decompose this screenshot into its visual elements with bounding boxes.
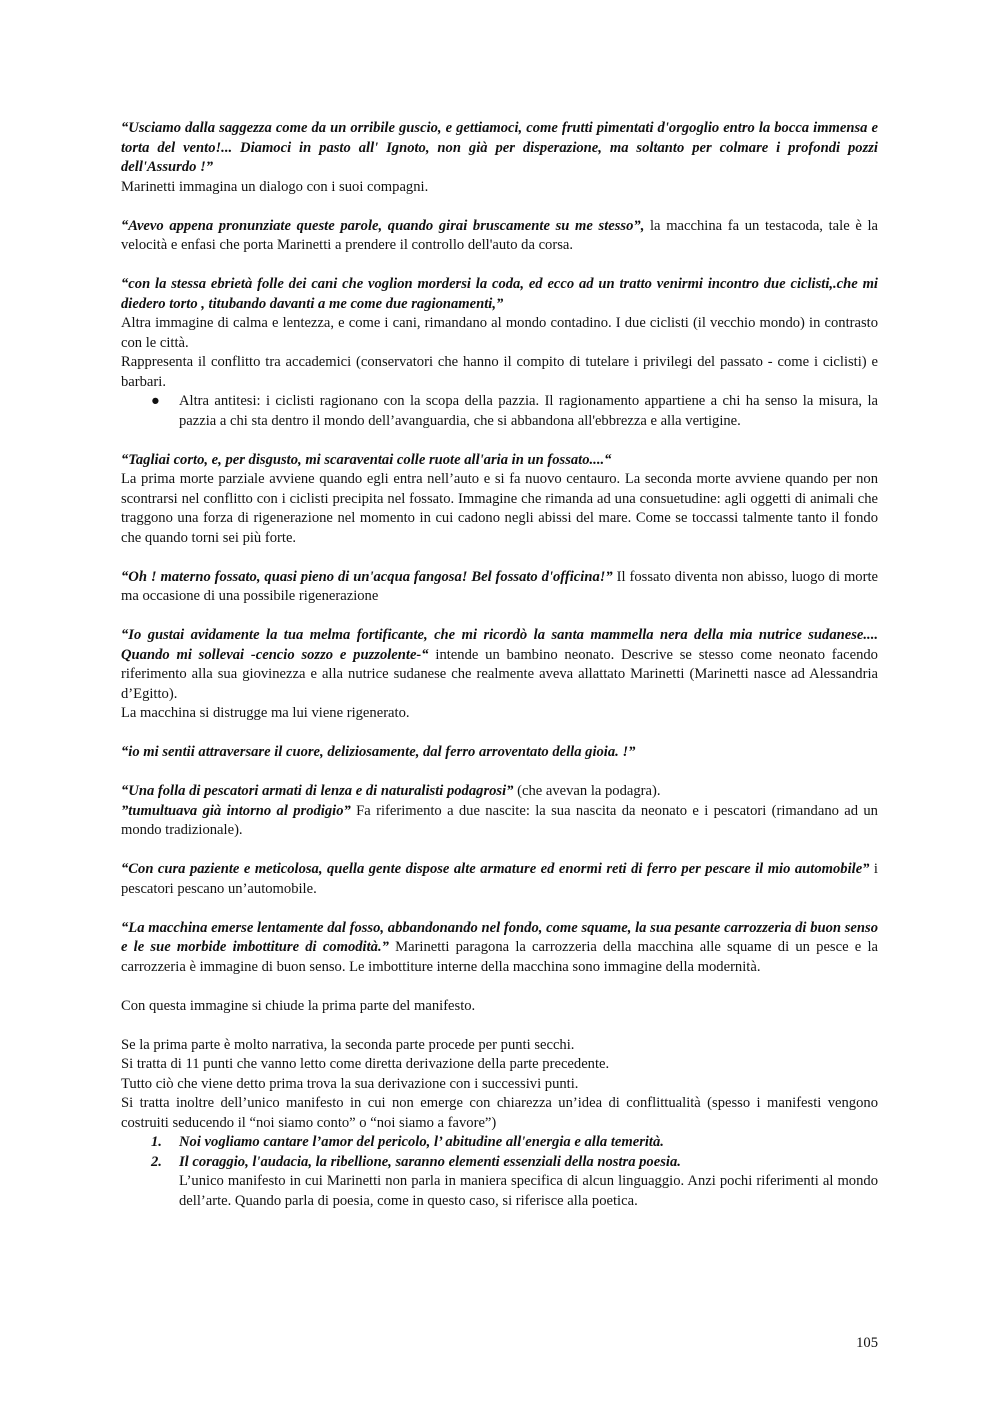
quote: “con la stessa ebrietà folle dei cani che voglion mordersi la coda, ed ecco ad un tratto venirmi incontro due ciclisti,.che mi diedero torto , titubando davanti a me come due ragionamenti,” — [121, 276, 878, 312]
page-number: 105 — [856, 1335, 878, 1351]
commentary: Il fossato diventa non abisso, luogo di morte ma occasione di una possibile rigenerazione — [121, 568, 878, 604]
list-item-title: Il coraggio, l'audacia, la ribellione, saranno elementi essenziali della nostra poesia. — [179, 1153, 681, 1170]
commentary: intende un bambino neonato. Descrive se stesso come neonato facendo riferimento alla sua giovinezza e alla nutrice sudanese che realmente aveva allattato Marinetti (Marinetti nasce ad Alessandria d’Egitto). — [121, 646, 878, 702]
commentary: Marinetti immagina un dialogo con i suoi compagni. — [121, 178, 429, 195]
list-number: 2. — [151, 1153, 162, 1170]
paragraph-4 — [121, 451, 878, 549]
list-item — [121, 392, 878, 431]
paragraph-6 — [121, 626, 878, 724]
bullet-icon: ● — [151, 393, 160, 409]
list-item-text: Altra antitesi: i ciclisti ragionano con la scopa della pazzia. Il ragionamento appartiene a chi ha senso la misura, la pazzia a chi sta dentro il mondo dell’avanguardia, che si abbandona all'ebbrezza e alla vertigine. — [179, 393, 878, 429]
text-line: Se la prima parte è molto narrativa, la seconda parte procede per punti secchi. — [121, 1036, 575, 1053]
quote: “Io gustai avidamente la tua melma fortificante, che mi ricordò la santa mammella nera della mia nutrice sudanese.... Quando mi sollevai -cencio sozzo e puzzolente-“ — [121, 627, 878, 663]
commentary: Fa riferimento a due nascite: la sua nascita da neonato e i pescatori (rimandano ad un mondo tradizionale). — [121, 802, 878, 838]
commentary: La macchina si distrugge ma lui viene rigenerato. — [121, 705, 410, 721]
paragraph-1 — [121, 119, 878, 197]
list-item — [121, 1133, 878, 1153]
quote: “io mi sentii attraversare il cuore, deliziosamente, dal ferro arroventato della gioia. !” — [121, 744, 636, 760]
commentary: Altra immagine di calma e lentezza, e come i cani, rimandano al mondo contadino. I due ciclisti (il vecchio mondo) in contrasto con le città. — [121, 315, 878, 351]
document-page — [121, 119, 878, 1211]
quote: “Usciamo dalla saggezza come da un orribile guscio, e gettiamoci, come frutti pimentati d'orgoglio entro la bocca immensa e torta del vento!... Diamoci in pasto all' Ignoto, non già per disperazione, ma soltanto per colmare i profondi pozzi dell'Assurdo !” — [121, 120, 878, 175]
list-item — [121, 1153, 878, 1212]
commentary: Con questa immagine si chiude la prima parte del manifesto. — [121, 997, 476, 1014]
quote: “Una folla di pescatori armati di lenza e di naturalisti podagrosi” — [121, 783, 514, 799]
text-line: Tutto ciò che viene detto prima trova la sua derivazione con i successivi punti. — [121, 1075, 579, 1092]
text-line: Si tratta di 11 punti che vanno letto come diretta derivazione della parte precedente. — [121, 1056, 610, 1072]
paragraph-8 — [121, 782, 878, 841]
paragraph-5 — [121, 568, 878, 607]
list-item-text: L’unico manifesto in cui Marinetti non parla in maniera specifica di alcun linguaggio. Anzi pochi riferimenti al mondo dell’arte. Quando parla di poesia, come in questo caso, si riferisce alla poetica. — [179, 1173, 878, 1209]
quote: “Avevo appena pronunziate queste parole, quando girai bruscamente su me stesso”, — [121, 217, 645, 234]
quote: “La macchina emerse lentamente dal fosso, abbandonando nel fondo, come squame, la sua pesante carrozzeria di buon senso e le sue morbide imbottiture di comodità.” — [121, 919, 878, 955]
paragraph-7 — [121, 743, 878, 763]
paragraph-12 — [121, 1036, 878, 1134]
paragraph-9 — [121, 860, 878, 899]
list-item-title: Noi vogliamo cantare l’amor del pericolo, l’ abitudine all'energia e alla temerità. — [179, 1134, 664, 1150]
commentary: Rappresenta il conflitto tra accademici (conservatori che hanno il compito di tutelare i privilegi del passato - come i ciclisti) e barbari. — [121, 354, 878, 390]
commentary: la macchina fa un testacoda, tale è la velocità e enfasi che porta Marinetti a prendere il controllo dell'auto da corsa. — [121, 217, 878, 253]
list-number: 1. — [151, 1134, 162, 1150]
paragraph-11 — [121, 997, 878, 1017]
quote: “Con cura paziente e meticolosa, quella gente dispose alte armature ed enormi reti di ferro per pescare il mio automobile” — [121, 861, 870, 877]
paragraph-2 — [121, 217, 878, 256]
text-line: Si tratta inoltre dell’unico manifesto in cui non emerge con chiarezza un’idea di conflittualità (spesso i manifesti vengono costruiti seducendo il “noi siamo conto” o “noi siamo a favore”) — [121, 1095, 878, 1131]
paragraph-10 — [121, 919, 878, 978]
commentary: La prima morte parziale avviene quando egli entra nell’auto e si fa nuovo centauro. La seconda morte avviene quando per non scontrarsi nel conflitto con i ciclisti precipita nel fossato. Immagine che rimanda ad una consuetudine: agli oggetti di animali che traggono una forza di rigenerazione nel momento in cui cadono negli abissi del mare. Come se toccassi talmente tanto il fondo che quando torni sei più forte. — [121, 471, 878, 546]
numbered-list — [121, 1133, 878, 1211]
commentary: i pescatori pescano un’automobile. — [121, 861, 878, 897]
quote: “Tagliai corto, e, per disgusto, mi scaraventai colle ruote all'aria in un fossato....“ — [121, 451, 612, 468]
quote: ”tumultuava già intorno al prodigio” — [121, 802, 351, 819]
commentary: (che avevan la podagra). — [513, 783, 661, 799]
quote: “Oh ! materno fossato, quasi pieno di un'acqua fangosa! Bel fossato d'officina!” — [121, 568, 613, 585]
commentary: Marinetti paragona la carrozzeria della macchina alle squame di un pesce e la carrozzeria è immagine di buon senso. Le imbottiture interne della macchina sono immagine della modernità. — [121, 939, 878, 975]
bullet-list — [121, 392, 878, 431]
paragraph-3 — [121, 275, 878, 392]
